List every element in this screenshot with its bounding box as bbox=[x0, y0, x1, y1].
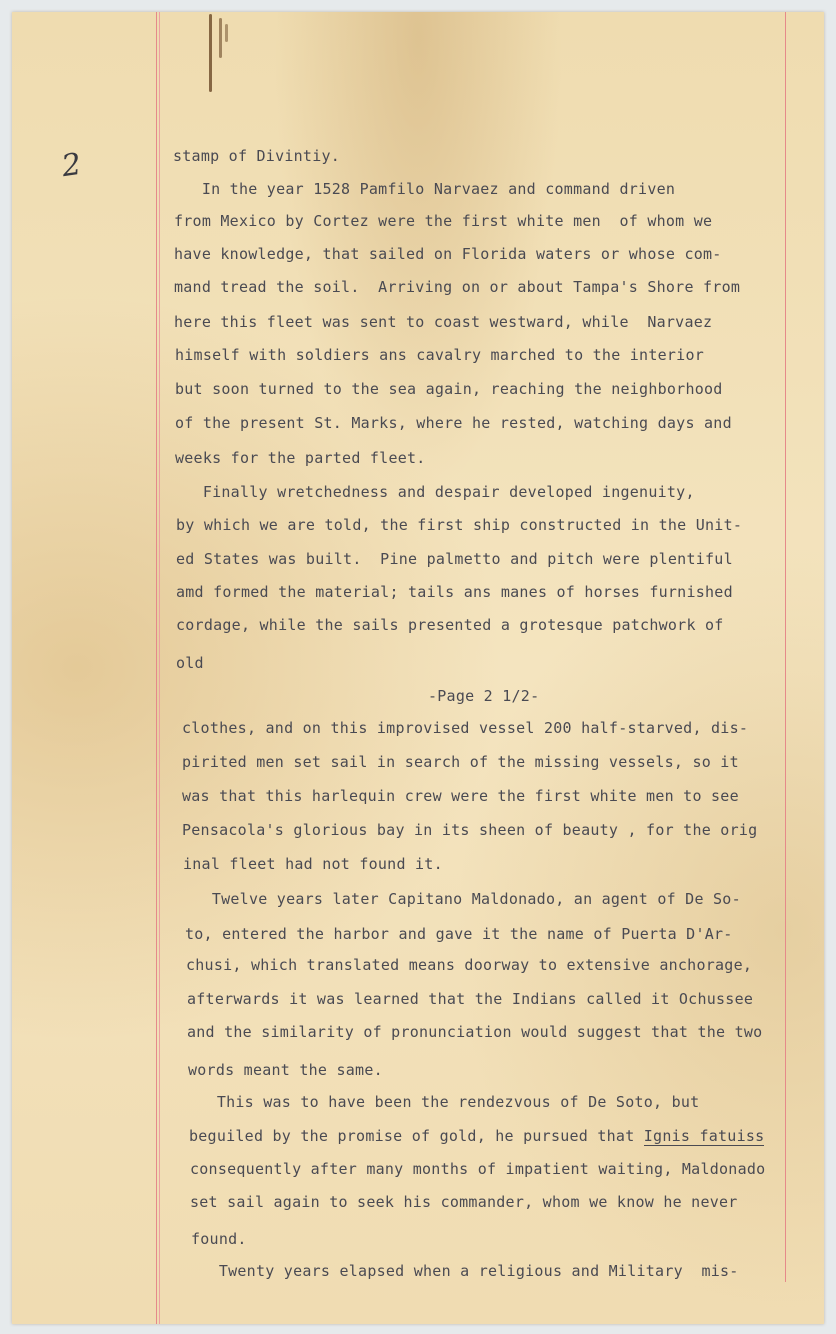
text-line: have knowledge, that sailed on Florida waters or whose com- bbox=[174, 245, 722, 263]
text-line: cordage, while the sails presented a grotesque patchwork of bbox=[176, 616, 724, 634]
text-line: ed States was built. Pine palmetto and pitch were plentiful bbox=[176, 550, 733, 568]
text-line: amd formed the material; tails ans manes of horses furnished bbox=[176, 583, 733, 601]
text-line: was that this harlequin crew were the first white men to see bbox=[182, 787, 739, 805]
text-line: afterwards it was learned that the Indians called it Ochussee bbox=[187, 990, 754, 1008]
text-line: Pensacola's glorious bay in its sheen of beauty , for the orig bbox=[182, 821, 758, 839]
handwritten-page-number: 2 bbox=[59, 146, 84, 185]
text-line: This was to have been the rendezvous of De Soto, but bbox=[189, 1093, 700, 1111]
text-line: from Mexico by Cortez were the first white men of whom we bbox=[174, 212, 713, 230]
text-line bbox=[189, 1127, 764, 1145]
text-line: words meant the same. bbox=[188, 1061, 383, 1079]
text-line: set sail again to seek his commander, whom we know he never bbox=[190, 1193, 738, 1211]
text-line: In the year 1528 Pamfilo Narvaez and command driven bbox=[174, 180, 676, 198]
left-margin-rule-inner bbox=[159, 12, 160, 1324]
text-line: old bbox=[176, 654, 204, 672]
text-line: consequently after many months of impatient waiting, Maldonado bbox=[190, 1160, 766, 1178]
text-line: here this fleet was sent to coast westward, while Narvaez bbox=[174, 313, 713, 331]
text-line: Twelve years later Capitano Maldonado, an agent of De So- bbox=[184, 890, 741, 908]
text-line: found. bbox=[191, 1230, 247, 1248]
text-line: stamp of Divintiy. bbox=[173, 147, 341, 165]
text-line: by which we are told, the first ship constructed in the Unit- bbox=[176, 516, 743, 534]
page-label: -Page 2 1/2- bbox=[428, 687, 540, 705]
text-line: Twenty years elapsed when a religious and Military mis- bbox=[191, 1262, 739, 1280]
text-line: to, entered the harbor and gave it the name of Puerta D'Ar- bbox=[185, 925, 733, 943]
ink-stain bbox=[205, 14, 231, 94]
text-line: weeks for the parted fleet. bbox=[175, 449, 426, 467]
text-line: and the similarity of pronunciation would suggest that the two bbox=[187, 1023, 763, 1041]
left-margin-rule bbox=[156, 12, 157, 1324]
text-line: mand tread the soil. Arriving on or about Tampa's Shore from bbox=[174, 278, 741, 296]
text-line: but soon turned to the sea again, reaching the neighborhood bbox=[175, 380, 723, 398]
text-line: chusi, which translated means doorway to extensive anchorage, bbox=[186, 956, 753, 974]
text-line-start: beguiled by the promise of gold, he pursued that bbox=[189, 1127, 644, 1145]
text-line: clothes, and on this improvised vessel 200 half-starved, dis- bbox=[182, 719, 749, 737]
text-line: himself with soldiers ans cavalry marched to the interior bbox=[175, 346, 705, 364]
text-line: Finally wretchedness and despair developed ingenuity, bbox=[175, 483, 695, 501]
text-line: of the present St. Marks, where he rested, watching days and bbox=[175, 414, 732, 432]
text-line: pirited men set sail in search of the missing vessels, so it bbox=[182, 753, 739, 771]
underlined-phrase: Ignis fatuiss bbox=[643, 1127, 765, 1145]
text-line: inal fleet had not found it. bbox=[183, 855, 443, 873]
right-margin-rule bbox=[785, 12, 786, 1282]
